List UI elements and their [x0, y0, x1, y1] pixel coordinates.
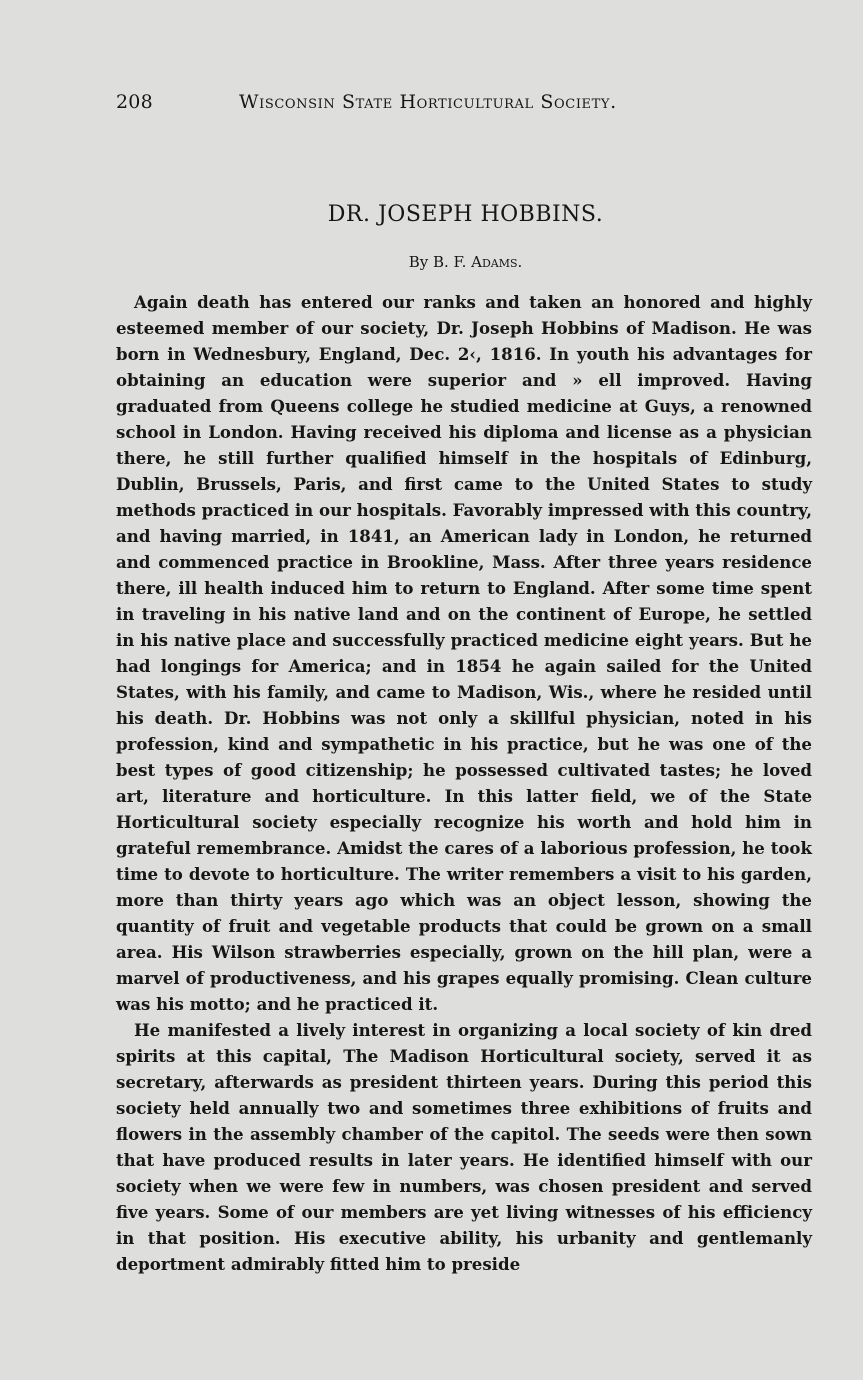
page-header — [116, 91, 806, 121]
article-body — [116, 289, 812, 1277]
paragraph: He manifested a lively interest in organizing a local society of kin dred spirits at this capital, The Madison Horticultural society, served it as secretary, afterwards as president thirteen years. During this period this society held annually two and sometimes three exhibitions of fruits and flowers in the assembly chamber of the capitol. The seeds were then sown that have produced results in later years. He identified himself with our society when we were few in numbers, was chosen president and served five years. Some of our members are yet living witnesses of his efficiency in that position. His executive ability, his urbanity and gentlemanly deportment admirably fitted him to preside — [116, 1020, 812, 1274]
byline-prefix: By — [408, 253, 433, 271]
article-title: DR. JOSEPH HOBBINS. — [327, 202, 604, 227]
byline-author: B. F. Adams. — [432, 253, 523, 271]
paragraph: Again death has entered our ranks and taken an honored and highly esteemed member of our society, Dr. Joseph Hobbins of Madison. He was born in Wednesbury, England, Dec. 2‹, 1816. In youth his advantages for obtaining an education were superior and » ell improved. Having graduated from Queens college he studied medicine at Guys, a renowned school in London. Having received his diploma and license as a physician there, he still further qualified himself in the hospitals of Edinburg, Dublin, Brussels, Paris, and first came to the United States to study methods practiced in our hospitals. Favorably impressed with this country, and having married, in 1841, an American lady in London, he returned and commenced practice in Brookline, Mass. After three years residence there, ill health induced him to return to England. After some time spent in traveling in his native land and on the continent of Europe, he settled in his native place and successfully practiced medicine eight years. But he had longings for America; and in 1854 he again sailed for the United States, with his family, and came to Madison, Wis., where he resided until his death. Dr. Hobbins was not only a skillful physician, noted in his profession, kind and sympathetic in his practice, but he was one of the best types of good citizenship; he possessed cultivated tastes; he loved art, literature and horticulture. In this latter field, we of the State Horticultural society especially recognize his worth and hold him in grateful remembrance. Amidst the cares of a laborious profession, he took time to devote to horticulture. The writer remembers a visit to his garden, more than thirty years ago which was an object lesson, showing the quantity of fruit and vegetable products that could be grown on a small area. His Wilson strawberries especially, grown on the hill plan, were a marvel of productiveness, and his grapes equally promising. Clean culture was his motto; and he practiced it. — [116, 292, 812, 1014]
page-number: 208 — [116, 91, 153, 113]
running-title: Wisconsin State Horticultural Society. — [239, 91, 617, 113]
byline — [0, 253, 863, 271]
